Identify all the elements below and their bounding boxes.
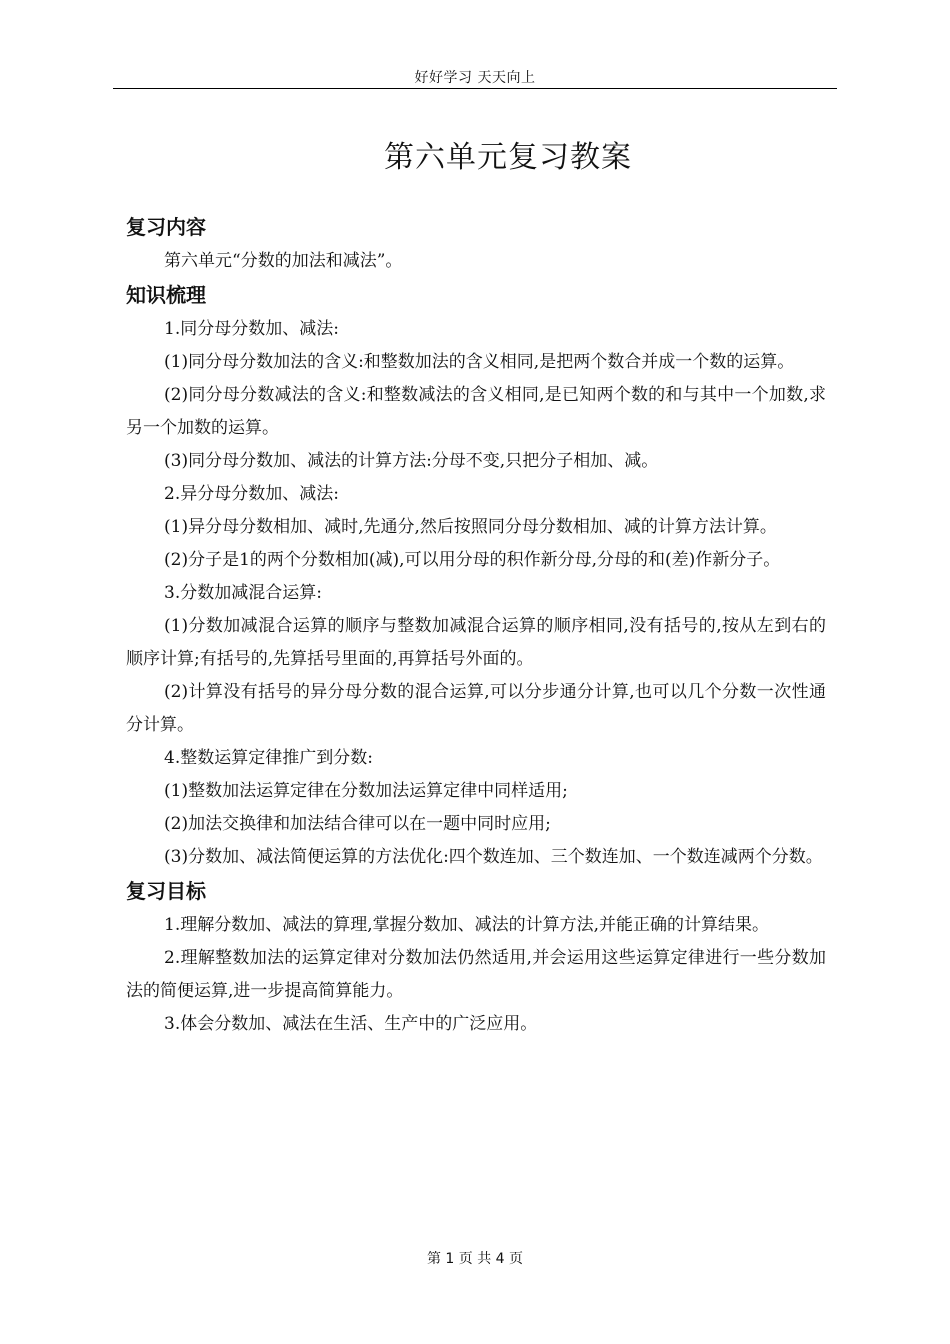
paragraph: 1.同分母分数加、减法: <box>164 319 339 339</box>
paragraph: (1)整数加法运算定律在分数加法运算定律中同样适用; <box>164 781 568 801</box>
section-heading-review-content: 复习内容 <box>126 215 206 239</box>
paragraph: 4.整数运算定律推广到分数: <box>164 748 373 768</box>
paragraph: (2)加法交换律和加法结合律可以在一题中同时应用; <box>164 814 551 834</box>
page-header: 好好学习 天天向上 <box>414 70 536 86</box>
paragraph: (2)计算没有括号的异分母分数的混合运算,可以分步通分计算,也可以几个分数一次性通分计算。 <box>126 682 826 735</box>
paragraph: 2.异分母分数加、减法: <box>164 484 339 504</box>
page-footer: 第 1 页 共 4 页 <box>426 1251 524 1267</box>
header-divider <box>113 88 837 89</box>
paragraph: 2.理解整数加法的运算定律对分数加法仍然适用,并会运用这些运算定律进行一些分数加法的简便运算,进一步提高简算能力。 <box>126 948 826 1001</box>
paragraph: (3)同分母分数加、减法的计算方法:分母不变,只把分子相加、减。 <box>164 451 659 471</box>
paragraph: 第六单元“分数的加法和减法”。 <box>164 251 403 271</box>
paragraph: (2)分子是1的两个分数相加(减),可以用分母的积作新分母,分母的和(差)作新分子。 <box>164 550 781 570</box>
paragraph: 1.理解分数加、减法的算理,掌握分数加、减法的计算方法,并能正确的计算结果。 <box>164 915 770 935</box>
paragraph: (2)同分母分数减法的含义:和整数减法的含义相同,是已知两个数的和与其中一个加数,求另一个加数的运算。 <box>126 385 826 438</box>
document-body <box>126 210 826 1041</box>
paragraph: (1)分数加减混合运算的顺序与整数加减混合运算的顺序相同,没有括号的,按从左到右的顺序计算;有括号的,先算括号里面的,再算括号外面的。 <box>126 616 826 669</box>
paragraph: (3)分数加、减法简便运算的方法优化:四个数连加、三个数连加、一个数连减两个分数。 <box>164 847 823 867</box>
document-title: 第六单元复习教案 <box>384 140 632 175</box>
paragraph: (1)异分母分数相加、减时,先通分,然后按照同分母分数相加、减的计算方法计算。 <box>164 517 777 537</box>
paragraph: (1)同分母分数加法的含义:和整数加法的含义相同,是把两个数合并成一个数的运算。 <box>164 352 795 372</box>
section-heading-knowledge: 知识梳理 <box>126 283 206 307</box>
section-heading-review-goals: 复习目标 <box>126 879 206 903</box>
paragraph: 3.体会分数加、减法在生活、生产中的广泛应用。 <box>164 1014 538 1034</box>
paragraph: 3.分数加减混合运算: <box>164 583 322 603</box>
